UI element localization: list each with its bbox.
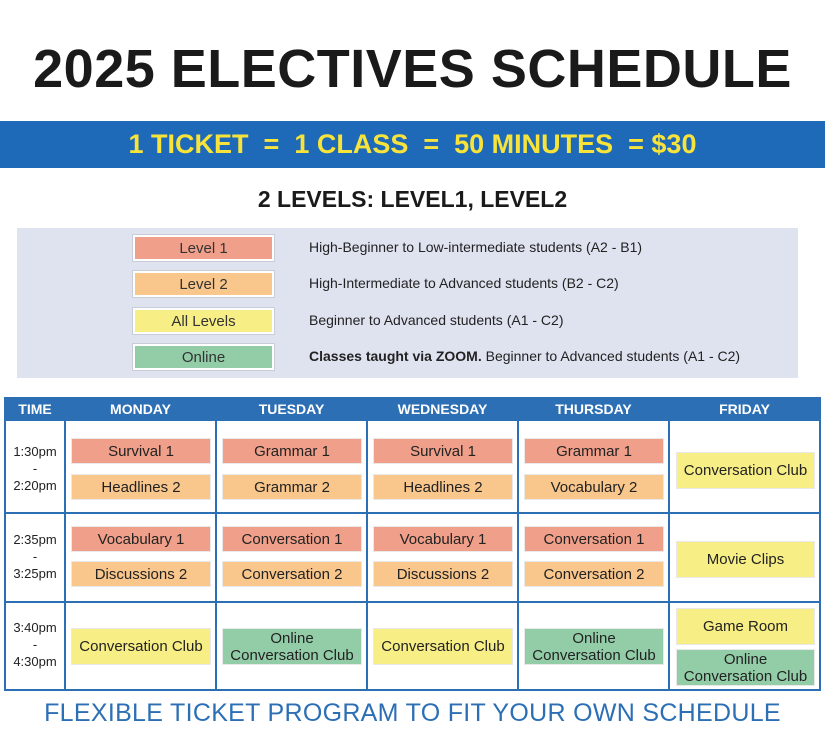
grid-divider (215, 399, 217, 691)
pricing-banner: 1 TICKET = 1 CLASS = 50 MINUTES = $30 (0, 121, 825, 168)
time-separator: - (32, 461, 38, 476)
header-monday: MONDAY (66, 399, 215, 419)
header-time: TIME (6, 399, 64, 419)
legend-desc-text: Beginner to Advanced students (A1 - C2) (481, 348, 741, 364)
class-cell[interactable]: Discussions 2 (373, 561, 513, 587)
footer-tagline: FLEXIBLE TICKET PROGRAM TO FIT YOUR OWN SCHEDULE (44, 699, 781, 727)
legend-desc-level1 (309, 239, 642, 255)
grid-divider (6, 512, 819, 514)
legend-row-level2 (17, 271, 798, 301)
class-cell[interactable] (524, 628, 664, 665)
class-cell[interactable]: Discussions 2 (71, 561, 211, 587)
header-wednesday: WEDNESDAY (368, 399, 517, 419)
class-cell[interactable]: Conversation 1 (222, 526, 362, 552)
header-thursday: THURSDAY (519, 399, 668, 419)
class-cell[interactable]: Headlines 2 (71, 474, 211, 500)
legend-row-level1 (17, 235, 798, 265)
time-separator: - (32, 549, 38, 564)
class-cell[interactable]: Vocabulary 1 (71, 526, 211, 552)
class-cell[interactable]: Survival 1 (71, 438, 211, 464)
level-legend (17, 228, 798, 378)
class-cell[interactable]: Headlines 2 (373, 474, 513, 500)
time-slot-1 (6, 443, 64, 494)
legend-swatch-all-levels: All Levels (133, 308, 274, 334)
class-cell[interactable]: Conversation 2 (222, 561, 362, 587)
grid-divider (517, 399, 519, 691)
class-cell-line: Conversation Club (683, 667, 808, 685)
class-cell[interactable]: Grammar 2 (222, 474, 362, 500)
class-cell[interactable]: Game Room (676, 608, 815, 645)
time-separator: - (32, 637, 38, 652)
class-cell[interactable]: Survival 1 (373, 438, 513, 464)
class-cell[interactable]: Conversation Club (373, 628, 513, 665)
time-slot-2 (6, 531, 64, 582)
class-cell[interactable]: Vocabulary 2 (524, 474, 664, 500)
class-cell[interactable] (676, 649, 815, 686)
class-cell[interactable]: Grammar 1 (524, 438, 664, 464)
class-cell[interactable]: Conversation 2 (524, 561, 664, 587)
levels-heading: 2 LEVELS: LEVEL1, LEVEL2 (257, 186, 568, 212)
time-start: 2:35pm (13, 532, 57, 547)
page-title: 2025 ELECTIVES SCHEDULE (33, 39, 792, 99)
legend-row-online (17, 344, 798, 374)
time-start: 1:30pm (13, 444, 57, 459)
class-cell[interactable]: Conversation Club (71, 628, 211, 665)
grid-divider (6, 601, 819, 603)
class-cell-line: Conversation Club (532, 646, 656, 664)
grid-divider (6, 419, 819, 421)
legend-desc-text: High-Intermediate to Advanced students (B2 - C2) (309, 275, 619, 291)
class-cell[interactable]: Conversation 1 (524, 526, 664, 552)
legend-desc-level2 (309, 275, 619, 291)
header-tuesday: TUESDAY (217, 399, 366, 419)
legend-desc-all-levels (309, 312, 563, 328)
time-end: 3:25pm (13, 566, 57, 581)
class-cell-line: Online (572, 629, 616, 647)
class-cell[interactable]: Grammar 1 (222, 438, 362, 464)
time-start: 3:40pm (13, 620, 57, 635)
legend-desc-online (309, 348, 740, 364)
legend-swatch-level2: Level 2 (133, 271, 274, 297)
schedule-table (4, 397, 821, 691)
time-end: 4:30pm (13, 654, 57, 669)
legend-desc-text: High-Beginner to Low-intermediate students (A2 - B1) (309, 239, 643, 255)
legend-desc-text: Beginner to Advanced students (A1 - C2) (309, 312, 564, 328)
class-cell[interactable]: Vocabulary 1 (373, 526, 513, 552)
header-friday: FRIDAY (670, 399, 819, 419)
class-cell-line: Online (723, 650, 768, 668)
grid-divider (668, 399, 670, 691)
legend-desc-bold: Classes taught via ZOOM. (309, 348, 482, 364)
time-end: 2:20pm (13, 478, 57, 493)
class-cell[interactable]: Movie Clips (676, 541, 815, 578)
legend-swatch-level1: Level 1 (133, 235, 274, 261)
legend-row-all-levels (17, 308, 798, 338)
class-cell[interactable]: Conversation Club (676, 452, 815, 489)
time-slot-3 (6, 619, 64, 670)
class-cell-line: Online (270, 629, 314, 647)
grid-divider (64, 399, 66, 691)
grid-divider (366, 399, 368, 691)
legend-swatch-online: Online (133, 344, 274, 370)
class-cell[interactable] (222, 628, 362, 665)
class-cell-line: Conversation Club (230, 646, 354, 664)
